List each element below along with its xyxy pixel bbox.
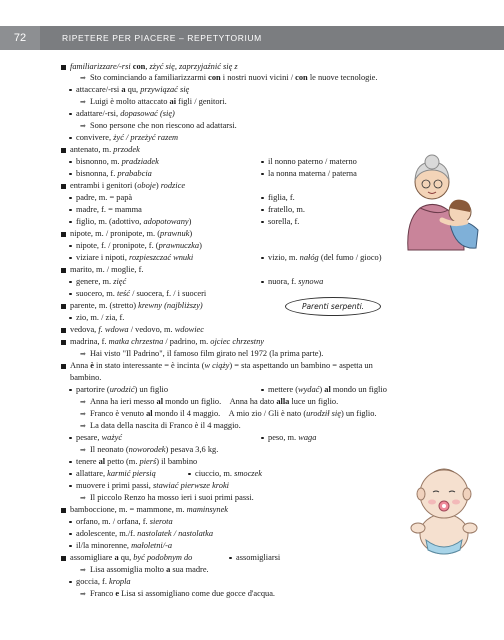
entry-line: ciuccio, m. smoczek <box>195 469 262 478</box>
entry-line: sorella, f. <box>268 217 300 226</box>
entry-line: viziare i nipoti, rozpieszczać wnuki <box>76 253 194 262</box>
dot-bullet-icon <box>69 293 72 296</box>
entry-line: familiarizzare/-rsi con, zżyć się, zaprzyjaźnić się z <box>70 62 238 71</box>
dot-bullet-icon <box>69 521 72 524</box>
square-bullet-icon <box>61 268 66 273</box>
entry-line: adolescente, m./f. nastolatek / nastolatka <box>76 529 214 538</box>
entry-line: Il piccolo Renzo ha mosso ieri i suoi primi passi. <box>90 493 254 502</box>
entry-line: nuora, f. synowa <box>268 277 324 286</box>
square-bullet-icon <box>61 556 66 561</box>
entry-line: orfano, m. / orfana, f. sierota <box>76 517 173 526</box>
dot-bullet-icon <box>261 221 264 224</box>
entry-line: goccia, f. kropla <box>76 577 131 586</box>
dot-bullet-icon <box>69 245 72 248</box>
dot-bullet-icon <box>261 281 264 284</box>
entry-line: Luigi è molto attaccato ai figli / genitori. <box>90 97 227 106</box>
entry-line: Anna ha ieri messo al mondo un figlio. Anna ha dato alla luce un figlio. <box>90 397 339 406</box>
entry-line: la nonna materna / paterna <box>268 169 357 178</box>
entry-line: Sono persone che non riescono ad adattarsi. <box>90 121 237 130</box>
square-bullet-icon <box>61 340 66 345</box>
dot-bullet-icon <box>229 557 232 560</box>
entry-line: madre, f. = mamma <box>76 205 142 214</box>
entry-line: convivere, żyć / przeżyć razem <box>76 133 179 142</box>
square-bullet-icon <box>61 65 66 70</box>
arrow-bullet-icon: ➡ <box>80 350 86 358</box>
dot-bullet-icon <box>69 161 72 164</box>
entry-line: adattare/-rsi, dopasować (się) <box>76 109 175 118</box>
square-bullet-icon <box>61 508 66 513</box>
entry-line: La data della nascita di Franco è il 4 maggio. <box>90 421 241 430</box>
entry-line: vedova, f. wdowa / vedovo, m. wdowiec <box>70 325 204 334</box>
dot-bullet-icon <box>69 113 72 116</box>
arrow-bullet-icon: ➡ <box>80 74 86 82</box>
dot-bullet-icon <box>69 197 72 200</box>
square-bullet-icon <box>61 148 66 153</box>
entry-line: Sto cominciando a familiarizzarmi con i nostri nuovi vicini / con le nuove tecnologie. <box>90 73 378 82</box>
entry-line: bamboccione, m. = mammone, m. maminsynek <box>70 505 229 514</box>
entry-line: Anna è in stato interessante = è incinta (w ciąży) = sta aspettando un bambino = aspetta un <box>70 361 373 370</box>
arrow-bullet-icon: ➡ <box>80 590 86 598</box>
dot-bullet-icon <box>69 437 72 440</box>
dot-bullet-icon <box>261 437 264 440</box>
dot-bullet-icon <box>261 257 264 260</box>
square-bullet-icon <box>61 184 66 189</box>
entry-line: nipote, f. / pronipote, f. (prawnuczka) <box>76 241 202 250</box>
entry-line: suocero, m. teść / suocera, f. / i suoceri <box>76 289 207 298</box>
entry-line: partorire (urodzić) un figlio <box>76 385 169 394</box>
dot-bullet-icon <box>261 161 264 164</box>
arrow-bullet-icon: ➡ <box>80 398 86 406</box>
dot-bullet-icon <box>69 209 72 212</box>
entry-line: figlio, m. (adottivo, adopotowany) <box>76 217 192 226</box>
arrow-bullet-icon: ➡ <box>80 410 86 418</box>
entry-line: Lisa assomiglia molto a sua madre. <box>90 565 209 574</box>
entry-line: assomigliare a qu, być podobnym do <box>70 553 193 562</box>
dot-bullet-icon <box>69 317 72 320</box>
entry-line: padre, m. = papà <box>76 193 133 202</box>
dot-bullet-icon <box>188 473 191 476</box>
entry-line: zio, m. / zia, f. <box>76 313 125 322</box>
entry-line: peso, m. waga <box>268 433 317 442</box>
entry-line: assomigliarsi <box>236 553 281 562</box>
dot-bullet-icon <box>261 197 264 200</box>
entry-line: fratello, m. <box>268 205 305 214</box>
entry-line: mettere (wydać) al mondo un figlio <box>268 385 387 394</box>
arrow-bullet-icon: ➡ <box>80 422 86 430</box>
arrow-bullet-icon: ➡ <box>80 98 86 106</box>
entry-line: vizio, m. nałóg (del fumo / gioco) <box>268 253 382 262</box>
entry-line: genere, m. zięć <box>76 277 127 286</box>
dot-bullet-icon <box>69 257 72 260</box>
dot-bullet-icon <box>69 221 72 224</box>
square-bullet-icon <box>61 328 66 333</box>
dot-bullet-icon <box>69 473 72 476</box>
entry-line: madrina, f. matka chrzestna / padrino, m. ojciec chrzestny <box>70 337 264 346</box>
entry-line: entrambi i genitori (oboje) rodzice <box>70 181 186 190</box>
entry-line: tenere al petto (m. pierś) il bambino <box>76 457 198 466</box>
dot-bullet-icon <box>261 173 264 176</box>
arrow-bullet-icon: ➡ <box>80 566 86 574</box>
dot-bullet-icon <box>69 173 72 176</box>
entry-line: nipote, m. / pronipote, m. (prawnuk) <box>70 229 193 238</box>
entry-line: bisnonna, f. prababcia <box>76 169 152 178</box>
entry-line: bambino. <box>70 373 102 382</box>
page-number: 72 <box>0 26 40 50</box>
square-bullet-icon <box>61 232 66 237</box>
entry-line: Il neonato (noworodek) pesava 3,6 kg. <box>90 445 219 454</box>
dot-bullet-icon <box>69 281 72 284</box>
dot-bullet-icon <box>69 389 72 392</box>
entry-line: Franco è venuto al mondo il 4 maggio. A mio zio / Gli è nato (urodził się) un figlio. <box>90 409 377 418</box>
square-bullet-icon <box>61 304 66 309</box>
entry-line: antenato, m. przodek <box>70 145 140 154</box>
arrow-bullet-icon: ➡ <box>80 122 86 130</box>
dot-bullet-icon <box>69 137 72 140</box>
entry-line: il nonno paterno / materno <box>268 157 357 166</box>
arrow-bullet-icon: ➡ <box>80 494 86 502</box>
entry-line: bisnonno, m. pradziadek <box>76 157 159 166</box>
entry-line: figlia, f. <box>268 193 295 202</box>
dot-bullet-icon <box>69 581 72 584</box>
entry-line: Hai visto "Il Padrino", il famoso film girato nel 1972 (la prima parte). <box>90 349 324 358</box>
entry-line: marito, m. / moglie, f. <box>70 265 144 274</box>
entry-line: pesare, ważyć <box>76 433 123 442</box>
dot-bullet-icon <box>69 533 72 536</box>
entry-line: muovere i primi passi, stawiać pierwsze kroki <box>76 481 229 490</box>
entry-line: attaccare/-rsi a qu, przywiązać się <box>76 85 190 94</box>
dot-bullet-icon <box>261 209 264 212</box>
dot-bullet-icon <box>261 389 264 392</box>
arrow-bullet-icon: ➡ <box>80 446 86 454</box>
speech-bubble: Parenti serpenti. <box>285 297 381 316</box>
header-title: RIPETERE PER PIACERE – REPETYTORIUM <box>62 33 262 43</box>
square-bullet-icon <box>61 364 66 369</box>
dot-bullet-icon <box>69 485 72 488</box>
entry-line: allattare, karmić piersią <box>76 469 156 478</box>
entry-line: Franco e Lisa si assomigliano come due gocce d'acqua. <box>90 589 276 598</box>
dot-bullet-icon <box>69 461 72 464</box>
baby-illustration <box>404 462 482 558</box>
entry-line: parente, m. (stretto) krewny (najbliższy) <box>70 301 203 310</box>
grandmother-illustration <box>398 150 482 255</box>
dot-bullet-icon <box>69 89 72 92</box>
dot-bullet-icon <box>69 545 72 548</box>
entry-line: il/la minorenne, małoletni/-a <box>76 541 173 550</box>
